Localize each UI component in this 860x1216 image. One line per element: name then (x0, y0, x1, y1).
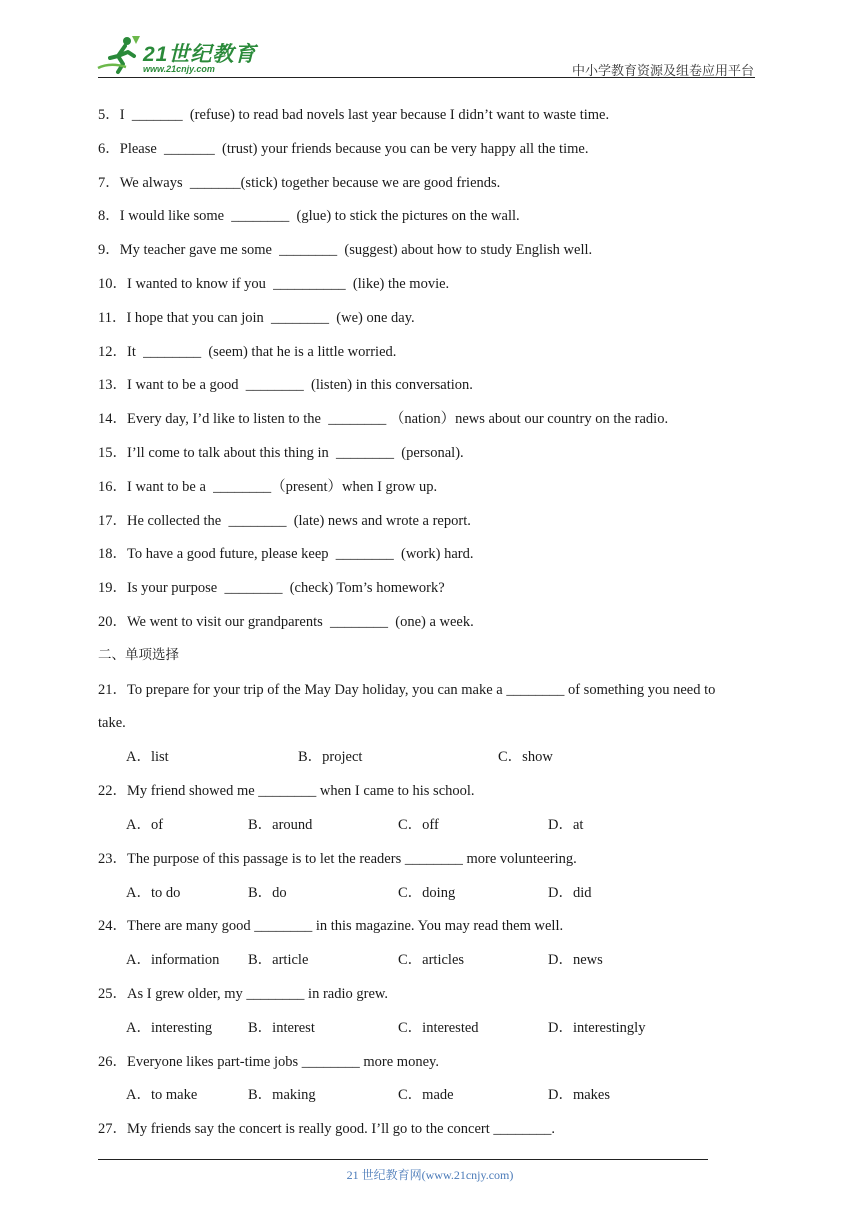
question-20: 20．We went to visit our grandparents ________ (one) a week. (98, 614, 474, 630)
footer-divider (98, 1159, 708, 1160)
question-21-continued: take. (98, 715, 126, 731)
question-10: 10．I wanted to know if you __________ (like) the movie. (98, 276, 450, 292)
site-logo (96, 34, 266, 78)
question-6: 6．Please _______ (trust) your friends because you can be very happy all the time. (98, 141, 589, 157)
question-17: 17．He collected the ________ (late) news and wrote a report. (98, 513, 471, 529)
option-21-b: B．project (298, 749, 363, 765)
option-23-c: C．doing (398, 885, 456, 901)
option-25-b: B．interest (248, 1020, 315, 1036)
option-22-b: B．around (248, 817, 313, 833)
option-25-a: A．interesting (126, 1020, 213, 1036)
question-24: 24．There are many good ________ in this magazine. You may read them well. (98, 918, 564, 934)
question-21: 21．To prepare for your trip of the May Day holiday, you can make a ________ of something you need to (98, 682, 716, 698)
option-24-c: C．articles (398, 952, 465, 968)
logo-url: www.21cnjy.com (143, 64, 215, 74)
question-22: 22．My friend showed me ________ when I came to his school. (98, 783, 475, 799)
question-18: 18．To have a good future, please keep ________ (work) hard. (98, 546, 474, 562)
option-26-a: A．to make (126, 1087, 198, 1103)
option-23-a: A．to do (126, 885, 181, 901)
option-26-b: B．making (248, 1087, 316, 1103)
option-21-a: A．list (126, 749, 169, 765)
header-platform-title: 中小学教育资源及组卷应用平台 (571, 64, 754, 79)
question-11: 11．I hope that you can join ________ (we) one day. (98, 310, 415, 326)
question-14: 14．Every day, I’d like to listen to the ________ （nation）news about our country on the radio. (98, 411, 669, 427)
option-26-d: D．makes (548, 1087, 611, 1103)
option-21-c: C．show (498, 749, 553, 765)
header-divider (98, 77, 755, 78)
question-23: 23．The purpose of this passage is to let the readers ________ more volunteering. (98, 851, 577, 867)
option-22-d: D．at (548, 817, 584, 833)
page-header (0, 0, 860, 80)
question-12: 12．It ________ (seem) that he is a little worried. (98, 344, 397, 360)
option-24-b: B．article (248, 952, 309, 968)
question-26: 26．Everyone likes part-time jobs ________ more money. (98, 1054, 439, 1070)
question-5: 5．I _______ (refuse) to read bad novels last year because I didn’t want to waste time. (98, 107, 610, 123)
question-15: 15．I’ll come to talk about this thing in ________ (personal). (98, 445, 464, 461)
question-13: 13．I want to be a good ________ (listen) in this conversation. (98, 377, 473, 393)
question-19: 19．Is your purpose ________ (check) Tom’s homework? (98, 580, 445, 596)
logo-text: 21世纪教育 (143, 43, 257, 66)
option-25-c: C．interested (398, 1020, 479, 1036)
option-22-a: A．of (126, 817, 164, 833)
option-24-d: D．news (548, 952, 603, 968)
question-9: 9．My teacher gave me some ________ (suggest) about how to study English well. (98, 242, 593, 258)
question-27: 27．My friends say the concert is really good. I’ll go to the concert ________. (98, 1121, 556, 1137)
section-heading: 二、单项选择 (98, 647, 179, 663)
option-22-c: C．off (398, 817, 439, 833)
option-23-d: D．did (548, 885, 592, 901)
option-24-a: A．information (126, 952, 220, 968)
option-25-d: D．interestingly (548, 1020, 646, 1036)
question-8: 8．I would like some ________ (glue) to stick the pictures on the wall. (98, 208, 520, 224)
footer-text: 21 世纪教育网(www.21cnjy.com) (346, 1168, 514, 1182)
option-23-b: B．do (248, 885, 287, 901)
question-25: 25．As I grew older, my ________ in radio grew. (98, 986, 389, 1002)
runner-icon (96, 34, 142, 76)
question-7: 7．We always _______(stick) together because we are good friends. (98, 175, 501, 191)
question-16: 16．I want to be a ________（present）when I grow up. (98, 479, 438, 495)
option-26-c: C．made (398, 1087, 454, 1103)
